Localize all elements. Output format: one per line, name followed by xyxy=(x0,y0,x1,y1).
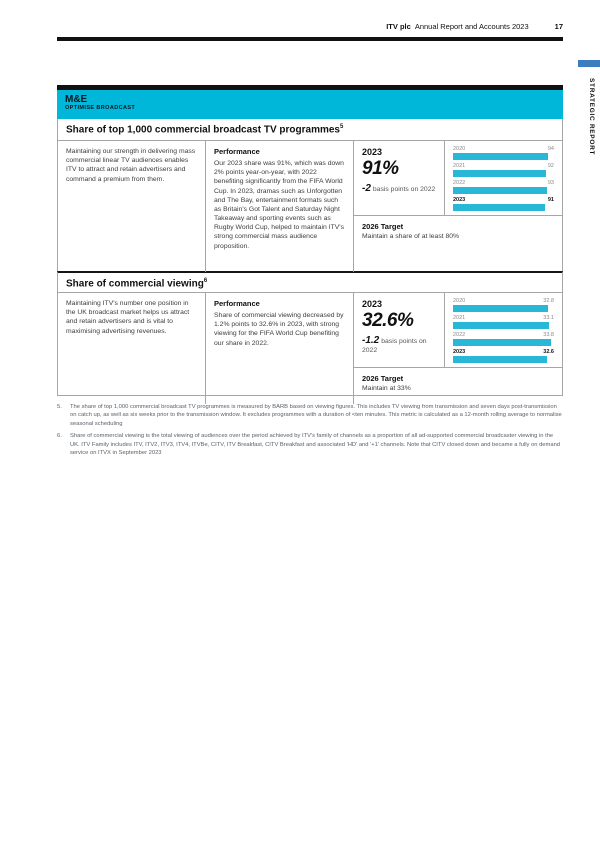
bar-chart-cell xyxy=(444,293,562,367)
bar-value-label: 94 xyxy=(547,146,554,152)
kpi-title-text: Share of commercial viewing xyxy=(66,278,204,290)
header-rule xyxy=(57,37,563,41)
kpi-title-commercial-viewing xyxy=(57,271,563,293)
section-band xyxy=(57,90,563,119)
kpi-title-text: Share of top 1,000 commercial broadcast TV programmes xyxy=(66,124,340,136)
bar-row-2023 xyxy=(453,197,554,211)
kpi-stat-block xyxy=(353,141,562,272)
bar-fill xyxy=(453,322,549,329)
performance-heading: Performance xyxy=(214,147,260,156)
stat-change-amount: -2 xyxy=(362,183,371,194)
running-header xyxy=(386,22,563,31)
footnote xyxy=(57,432,563,457)
bar-track xyxy=(453,356,554,363)
bar-fill xyxy=(453,170,546,177)
section-band-subtitle: OPTIMISE BROADCAST xyxy=(65,105,136,111)
footnote-ref: 6 xyxy=(203,278,208,284)
performance-text: Our 2023 share was 91%, which was down 2% points year-on-year, with 2022 benefiting significantly from the FIFA World Cup. In 2023, dramas such as Unforgotten and The Bay, entertainment formats such as Britain's Got Talent and Saturday Night Takeaway and sporting events such as Rugby World Cup, helped to maintain ITV's strong commercial mass audience proposition. xyxy=(214,160,345,250)
bar-track xyxy=(453,339,554,346)
bar-row-2021 xyxy=(453,163,554,177)
bar-year-label: 2020 xyxy=(453,298,466,304)
footnotes xyxy=(57,403,563,461)
bar-track xyxy=(453,170,554,177)
target-heading: 2026 Target xyxy=(362,222,404,231)
footnote-ref: 5 xyxy=(339,124,344,130)
report-brand: ITV plc xyxy=(386,22,411,31)
bar-fill xyxy=(453,204,545,211)
footnote-number: 6. xyxy=(57,433,62,440)
footnote-number: 5. xyxy=(57,404,62,410)
stat-chart-row xyxy=(354,293,562,367)
bar-year-label: 2022 xyxy=(453,180,466,186)
kpi-row-top-programmes xyxy=(57,141,563,271)
performance-text: Share of commercial viewing decreased by 1.2% points to 32.6% in 2023, with strong viewing for the FIFA World Cup benefiting our share in 2022. xyxy=(214,312,344,347)
bar-fill xyxy=(453,356,547,363)
section-band-title: M&E xyxy=(65,94,88,105)
stat-change-text: basis points on 2022 xyxy=(372,186,436,193)
kpi-description: Maintaining ITV's number one position in the UK broadcast market helps us attract and retain advertisers and is vital to maximising advertising revenues. xyxy=(66,300,190,335)
bar-row-2021 xyxy=(453,315,554,329)
bar-fill xyxy=(453,339,551,346)
target-text: Maintain a share of at least 80% xyxy=(362,233,460,240)
kpi-box xyxy=(57,85,563,396)
stat-year: 2023 xyxy=(362,299,383,309)
bar-row-2022 xyxy=(453,180,554,194)
stat-change-text: basis points on 2022 xyxy=(362,338,427,354)
footnote xyxy=(57,403,563,428)
report-title: Annual Report and Accounts 2023 xyxy=(414,22,529,31)
bar-track xyxy=(453,153,554,160)
kpi-row-commercial-viewing xyxy=(57,293,563,396)
target-text: Maintain at 33% xyxy=(362,385,411,392)
bar-year-label: 2022 xyxy=(453,332,466,338)
bar-track xyxy=(453,187,554,194)
performance-heading: Performance xyxy=(214,299,260,308)
section-label-vertical: STRATEGIC REPORT xyxy=(588,78,595,156)
bar-value-label: 91 xyxy=(547,197,554,203)
bar-fill xyxy=(453,153,548,160)
stat-cell xyxy=(354,293,444,367)
stat-change-amount: -1.2 xyxy=(362,335,380,346)
bar-fill xyxy=(453,305,548,312)
kpi-title-top-programmes xyxy=(57,119,563,141)
page-number: 17 xyxy=(554,22,563,31)
stat-change xyxy=(362,182,436,195)
bar-row-2022 xyxy=(453,332,554,346)
bar-year-label: 2023 xyxy=(453,197,466,203)
target-cell xyxy=(354,215,562,272)
kpi-description: Maintaining our strength in delivering mass commercial linear TV audiences enables ITV to attract and retain advertisers and command a premium from them. xyxy=(66,148,196,183)
kpi-performance-cell xyxy=(205,293,353,404)
kpi-stat-block xyxy=(353,293,562,404)
bar-chart-commercial-viewing xyxy=(453,298,554,363)
stat-change xyxy=(362,334,436,356)
bar-row-2020 xyxy=(453,146,554,160)
stat-chart-row xyxy=(354,141,562,215)
bar-chart-top-programmes xyxy=(453,146,554,211)
kpi-description-cell xyxy=(58,293,205,404)
kpi-performance-cell xyxy=(205,141,353,272)
section-tab-marker xyxy=(578,60,600,67)
stat-value: 32.6% xyxy=(362,310,414,331)
bar-track xyxy=(453,322,554,329)
bar-value-label: 32.8 xyxy=(543,298,554,304)
target-heading: 2026 Target xyxy=(362,374,404,383)
bar-year-label: 2023 xyxy=(453,349,466,355)
stat-value: 91% xyxy=(362,158,399,179)
bar-year-label: 2021 xyxy=(453,163,466,169)
bar-value-label: 33.8 xyxy=(543,332,554,338)
footnote-text: Share of commercial viewing is the total viewing of audiences over the period achieved by ITV's family of channels as a proportion of all ad-supported commercial broadcaster viewing in the UK. ITV Family includes ITV, ITV2, ITV3, ITV4, ITVBe, CITV, ITV Breakfast, CITV Breakfast and associated 'HD' and '+1' channels. Note that CITV closed down and became a fully on demand service on ITVX in September 2023 xyxy=(70,433,561,456)
kpi-description-cell xyxy=(58,141,205,272)
bar-year-label: 2020 xyxy=(453,146,466,152)
bar-row-2023 xyxy=(453,349,554,363)
bar-track xyxy=(453,305,554,312)
target-cell xyxy=(354,367,562,404)
footnote-text: The share of top 1,000 commercial broadcast TV programmes is measured by BARB based on viewing figures. This includes TV viewing from transmission and seven days post-transmission on catch up, as well as six weeks prior to the transmission window. It excludes programmes with a duration of <ten minutes. This metric is calculated as a 12-month rolling average to normalise seasonal scheduling xyxy=(70,404,562,427)
bar-value-label: 93 xyxy=(547,180,554,186)
bar-row-2020 xyxy=(453,298,554,312)
bar-value-label: 33.1 xyxy=(543,315,554,321)
bar-chart-cell xyxy=(444,141,562,215)
bar-year-label: 2021 xyxy=(453,315,466,321)
bar-fill xyxy=(453,187,547,194)
bar-value-label: 92 xyxy=(547,163,554,169)
stat-year: 2023 xyxy=(362,147,383,157)
bar-track xyxy=(453,204,554,211)
bar-value-label: 32.6 xyxy=(543,349,554,355)
stat-cell xyxy=(354,141,444,215)
